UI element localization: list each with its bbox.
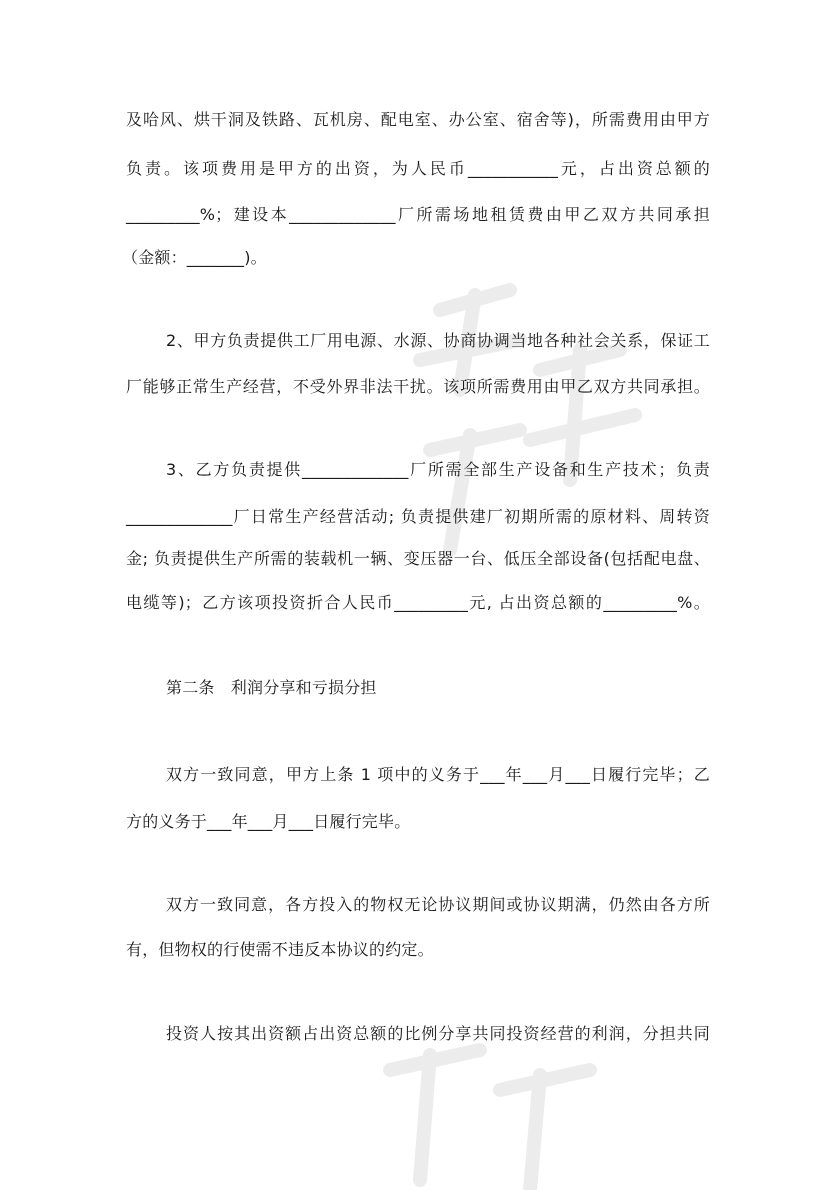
text-line: 厂能够正常生产经营，不受外界非法干扰。该项所需费用由甲乙双方共同承担。 bbox=[126, 377, 710, 396]
section-heading: 第二条 利润分享和亏损分担 bbox=[166, 678, 377, 697]
text-line: _____________厂日常生产经营活动; 负责提供建厂初期所需的原材料、周转资 bbox=[126, 507, 710, 526]
text-line: 方的义务于___年___月___日履行完毕。 bbox=[126, 812, 411, 831]
text-line: （金额：_______)。 bbox=[122, 248, 267, 267]
text-line: 双方一致同意，各方投入的物权无论协议期间或协议期满，仍然由各方所 bbox=[166, 895, 710, 914]
text-line: 2、甲方负责提供工厂用电源、水源、协商协调当地各种社会关系，保证工 bbox=[166, 331, 710, 350]
text-line: 有，但物权的行使需不违反本协议的约定。 bbox=[126, 940, 434, 959]
text-line: 及哈风、烘干洞及铁路、瓦机房、配电室、办公室、宿舍等)，所需费用由甲方 bbox=[126, 110, 710, 129]
text-line: 金; 负责提供生产所需的装载机一辆、变压器一台、低压全部设备(包括配电盘、 bbox=[126, 549, 710, 568]
text-line: 负责。该项费用是甲方的出资，为人民币___________元，占出资总额的 bbox=[126, 159, 710, 178]
text-line: 3、乙方负责提供_____________厂所需全部生产设备和生产技术；负责 bbox=[166, 460, 710, 479]
text-line: 双方一致同意，甲方上条 1 项中的义务于___年___月___日履行完毕；乙 bbox=[166, 765, 710, 784]
text-line: 投资人按其出资额占出资总额的比例分享共同投资经营的利润，分担共同 bbox=[166, 1024, 710, 1043]
text-line: 电缆等)；乙方该项投资折合人民币_________元, 占出资总额的_________%。 bbox=[126, 593, 710, 612]
text-line: _________%；建设本_____________厂所需场地租赁费由甲乙双方共同承担 bbox=[126, 205, 710, 224]
